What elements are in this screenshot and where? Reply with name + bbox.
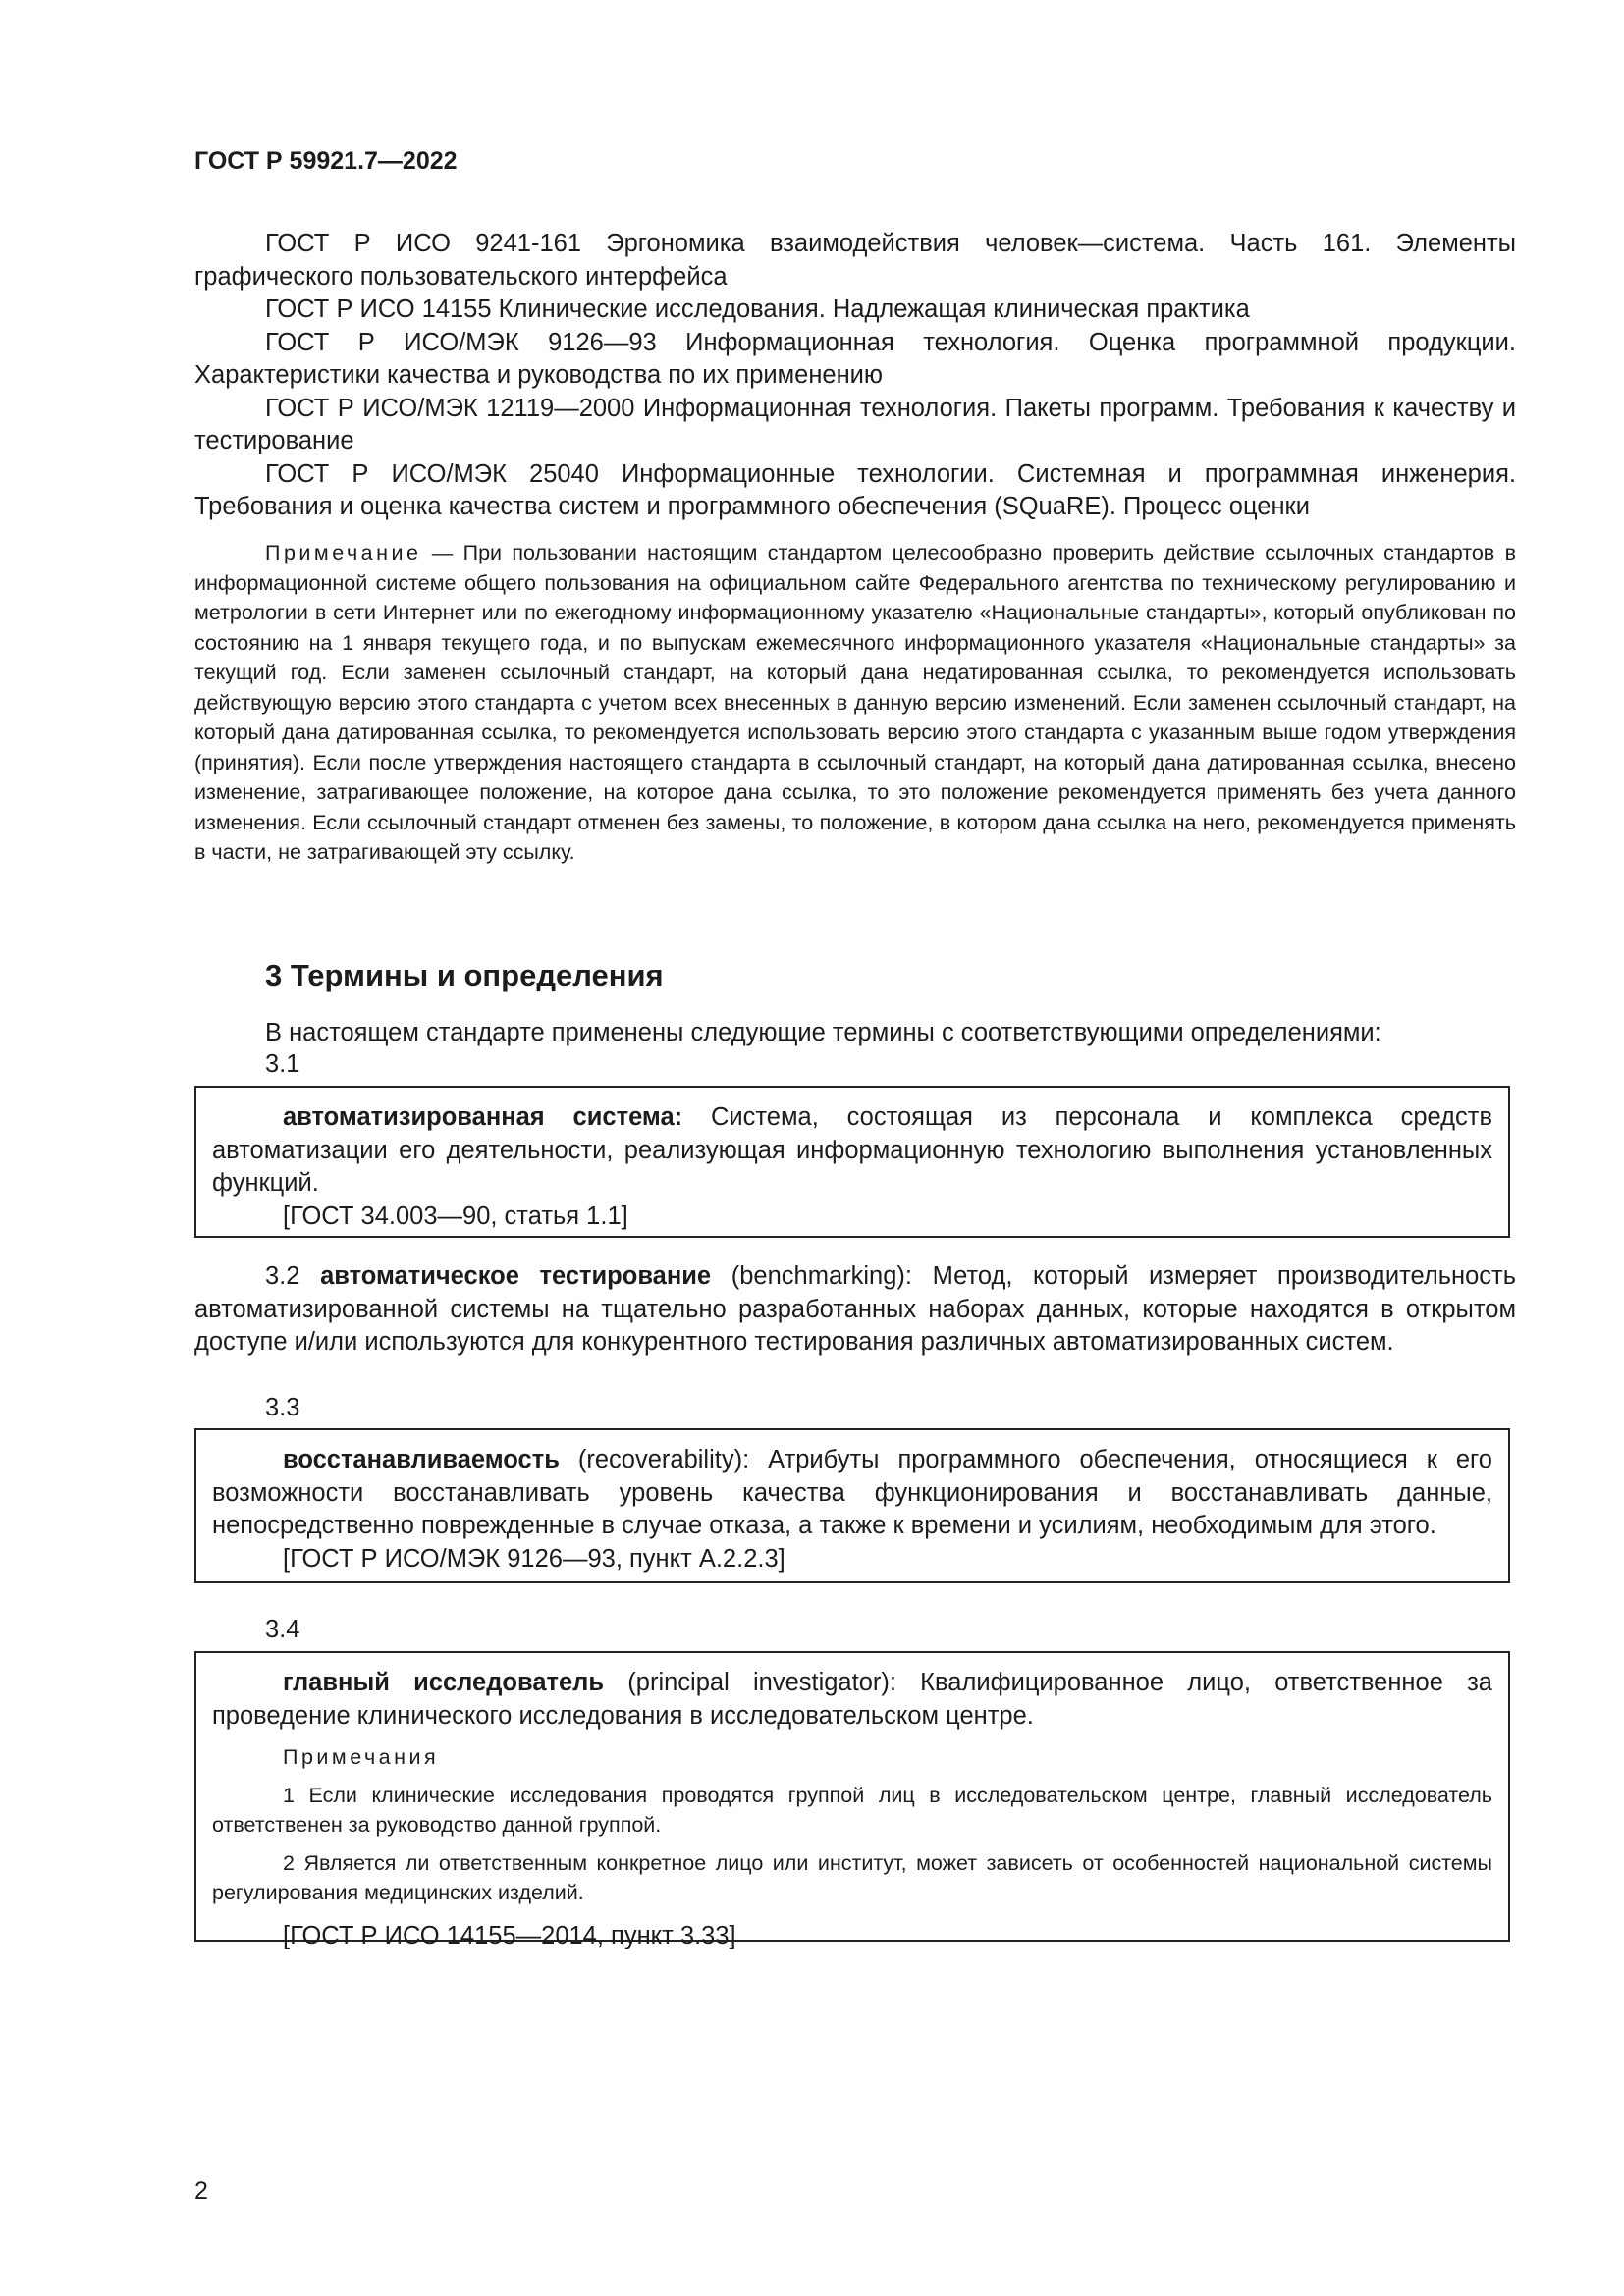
reference-item: ГОСТ Р ИСО 14155 Клинические исследования. Надлежащая клиническая практика bbox=[265, 295, 1250, 323]
term-name: главный исследователь bbox=[283, 1669, 605, 1696]
term-number-3-2: 3.2 bbox=[265, 1262, 300, 1290]
term-source: [ГОСТ Р ИСО/МЭК 9126—93, пункт А.2.2.3] bbox=[283, 1544, 785, 1573]
reference-item: ГОСТ Р ИСО 9241-161 Эргономика взаимодействия человек—система. Часть 161. Элементы графического пользовательского интерфейса bbox=[194, 230, 1516, 291]
term-number-3-1: 3.1 bbox=[265, 1050, 300, 1078]
reference-item: ГОСТ Р ИСО/МЭК 9126—93 Информационная технология. Оценка программной продукции. Характеристики качества и руководства по их применению bbox=[194, 328, 1516, 389]
term-box-3-4 bbox=[194, 1651, 1510, 1949]
term-source: [ГОСТ 34.003—90, статья 1.1] bbox=[283, 1201, 628, 1230]
term-3-2 bbox=[194, 1260, 1516, 1360]
note-text: — При пользовании настоящим стандартом целесообразно проверить действие ссылочных стандартов в информационной системе общего пользования на официальном сайте Федерального агентства по техническому регулированию и метрологии в сети Интернет или по ежегодному информационному указателю «Национальные стандарты», который опубликован по состоянию на 1 января текущего года, и по выпускам ежемесячного информационного указателя «Национальные стандарты» за текущий год. Если заменен ссылочный стандарт, на который дана недатированная ссылка, то рекомендуется использовать действующую версию этого стандарта с учетом всех внесенных в данную версию изменений. Если заменен ссылочный стандарт, на который дана датированная ссылка, то рекомендуется использовать версию этого стандарта с указанным выше годом утверждения (принятия). Если после утверждения настоящего стандарта в ссылочный стандарт, на который дана датированная ссылка, внесено изменение, затрагивающее положение, на которое дана ссылка, то это положение рекомендуется применять без учета данного изменения. Если ссылочный стандарт отменен без замены, то положение, в котором дана ссылка на него, рекомендуется применять в части, не затрагивающей эту ссылку. bbox=[194, 541, 1516, 864]
term-definition: Система, состоящая из персонала и комплекса средств автоматизации его деятельности, реализующая информационную технологию выполнения установленных функций. bbox=[212, 1103, 1492, 1197]
section-title: 3 Термины и определения bbox=[265, 958, 664, 992]
term-definition: (recoverability): Атрибуты программного обеспечения, относящиеся к его возможности восстанавливать уровень качества функционирования и восстанавливать данные, непосредственно поврежденные в случае отказа, а также к времени и усилиям, необходимым для этого. bbox=[212, 1446, 1492, 1539]
term-number-3-3: 3.3 bbox=[265, 1394, 300, 1421]
note-2: 2 Является ли ответственным конкретное лицо или институт, может зависеть от особенностей национальной системы регулирования медицинских изделий. bbox=[212, 1850, 1492, 1904]
section-intro bbox=[194, 1017, 1516, 1050]
normative-references bbox=[194, 228, 1516, 524]
intro-text: В настоящем стандарте применены следующие термины с соответствующими определениями: bbox=[265, 1019, 1381, 1046]
note-label: Примечание bbox=[265, 541, 422, 564]
term-definition: (benchmarking): Метод, который измеряет производительность автоматизированной системы на тщательно разработанных наборах данных, которые находятся в открытом доступе и/или используются для конкурентного тестирования различных автоматизированных систем. bbox=[194, 1262, 1517, 1356]
term-name: автоматическое тестирование bbox=[320, 1262, 712, 1290]
term-source: [ГОСТ Р ИСО 14155—2014, пункт 3.33] bbox=[283, 1921, 736, 1949]
running-header: ГОСТ Р 59921.7—2022 bbox=[194, 147, 458, 175]
reference-item: ГОСТ Р ИСО/МЭК 12119—2000 Информационная технология. Пакеты программ. Требования к качеству и тестирование bbox=[194, 394, 1516, 454]
term-definition: (principal investigator): Квалифицированное лицо, ответственное за проведение клинического исследования в исследовательском центре. bbox=[212, 1669, 1492, 1730]
term-box-3-3 bbox=[194, 1428, 1510, 1583]
term-name: автоматизированная система: bbox=[283, 1103, 683, 1131]
section-heading bbox=[265, 958, 1512, 993]
term-name: восстанавливаемость bbox=[283, 1446, 560, 1473]
term-number-3-4: 3.4 bbox=[265, 1616, 300, 1643]
notes-label: Примечания bbox=[283, 1745, 440, 1769]
term-box-3-1 bbox=[194, 1086, 1510, 1238]
note-1: 1 Если клинические исследования проводятся группой лиц в исследовательском центре, главный исследователь ответственен за руководство данной группой. bbox=[212, 1783, 1492, 1837]
reference-item: ГОСТ Р ИСО/МЭК 25040 Информационные технологии. Системная и программная инженерия. Требования и оценка качества систем и программного обеспечения (SQuaRE). Процесс оценки bbox=[194, 459, 1516, 520]
references-note bbox=[194, 538, 1516, 868]
page-number: 2 bbox=[194, 2177, 208, 2205]
